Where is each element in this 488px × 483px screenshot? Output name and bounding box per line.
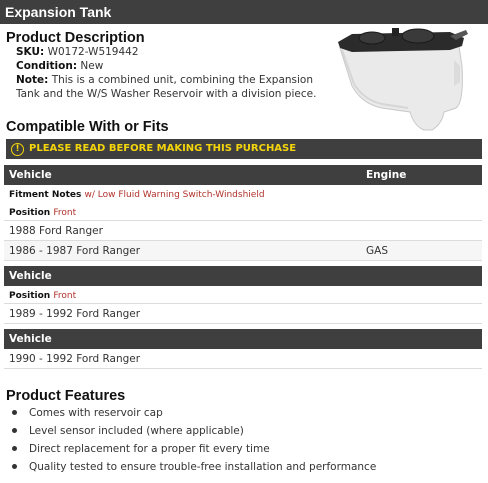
compatible-heading: Compatible With or Fits [6,119,169,135]
list-item [12,443,270,455]
table1-vehicle-col: Vehicle [9,169,52,181]
purchase-warning [6,139,482,159]
feature-text: Quality tested to ensure trouble-free installation and performance [29,461,377,473]
table-row [4,349,482,369]
note-label: Note: [16,74,49,86]
warning-text: PLEASE READ BEFORE MAKING THIS PURCHASE [29,143,297,154]
position-note [9,208,76,218]
table-row [4,241,482,261]
sku-label: SKU: [16,46,45,58]
feature-text: Level sensor included (where applicable) [29,425,244,437]
condition-label: Condition: [16,60,78,72]
fitment-notes-row [4,185,482,203]
table3-header [4,329,482,349]
vehicle-cell: 1986 - 1987 Ford Ranger [9,245,141,257]
warning-icon: ! [11,143,24,156]
table-row [4,304,482,324]
condition-line [16,60,103,72]
vehicle-cell: 1988 Ford Ranger [9,225,103,237]
product-description-heading: Product Description [6,30,145,46]
note-line-2: Tank and the W/S Washer Reservoir with a division piece. [16,88,317,100]
note-line [16,74,313,86]
fitment-label: Fitment Notes [9,190,82,200]
table2-header [4,266,482,286]
bullet-icon [12,410,17,415]
position-label: Position [9,291,51,301]
sku-value: W0172-W519442 [47,46,139,58]
bullet-icon [12,464,17,469]
table1-header [4,165,482,185]
condition-value: New [80,60,104,72]
engine-cell: GAS [366,245,388,257]
note-text-1: This is a combined unit, combining the Expansion [51,74,313,86]
position-value: Front [53,208,77,218]
feature-text: Direct replacement for a proper fit every time [29,443,270,455]
feature-text: Comes with reservoir cap [29,407,163,419]
table1-engine-col: Engine [366,169,407,181]
fitment-value: w/ Low Fluid Warning Switch-Windshield [84,190,265,200]
table-row [4,221,482,241]
vehicle-cell: 1989 - 1992 Ford Ranger [9,308,141,320]
position-label: Position [9,208,51,218]
title-bar: Expansion Tank [0,0,488,24]
fitment-notes [9,190,265,200]
bullet-icon [12,428,17,433]
position-value: Front [53,291,77,301]
position-row-1 [4,203,482,221]
list-item [12,461,376,473]
bullet-icon [12,446,17,451]
sku-line [16,46,139,58]
vehicle-cell: 1990 - 1992 Ford Ranger [9,353,141,365]
position-row-2 [4,286,482,304]
table3-vehicle-col: Vehicle [9,333,52,345]
product-features-heading: Product Features [6,388,126,404]
list-item [12,425,244,437]
list-item [12,407,163,419]
position-note [9,291,76,301]
table2-vehicle-col: Vehicle [9,270,52,282]
expansion-tank-image [332,26,470,134]
